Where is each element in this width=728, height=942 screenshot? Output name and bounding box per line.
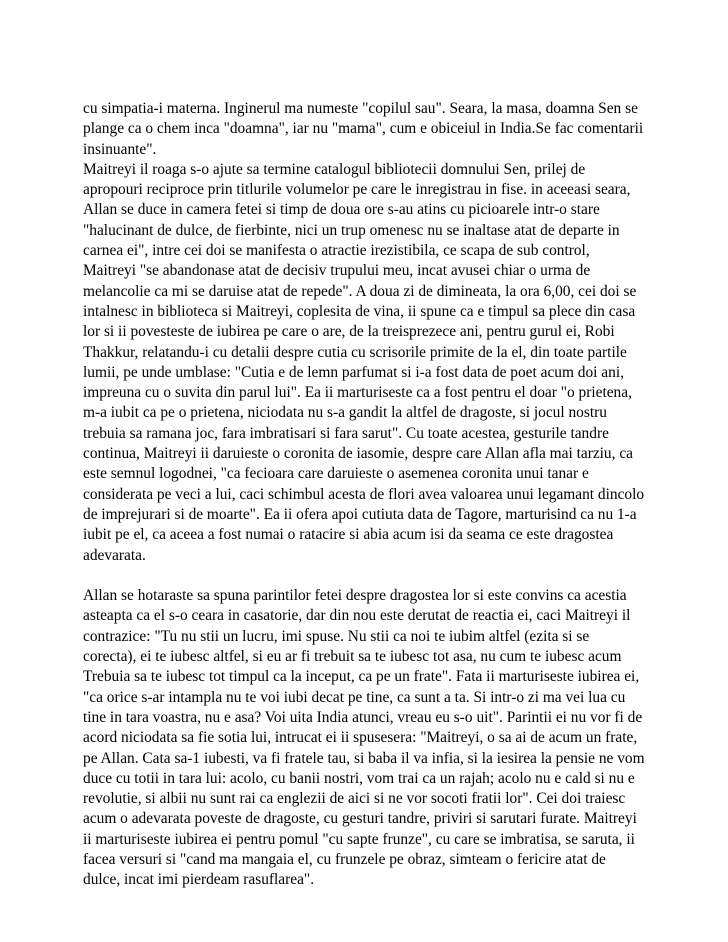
paragraph-spacer xyxy=(83,566,646,586)
document-page xyxy=(83,99,646,891)
paragraph-continuation: cu simpatia-i materna. Inginerul ma numeste "copilul sau". Seara, la masa, doamna Sen se plange ca o chem inca "doamna", iar nu "mama", cum e obiceiul in India.Se fac comentarii insinuante". xyxy=(83,100,644,158)
paragraph-parents: Allan se hotaraste sa spuna parintilor fetei despre dragostea lor si este convins ca acestia asteapta ca el s-o ceara in casatorie, dar din nou este derutat de reactia ei, caci Maitreyi il contrazice: "Tu nu stii un lucru, imi spuse. Nu stii ca noi te iubim altfel (ezita si se corecta), ei te iubesc altfel, si eu ar fi trebuit sa te iubesc tot asa, nu cum te iubesc acum Trebuia sa te iubesc tot timpul ca la inceput, ca pe un frate". Fata ii marturiseste iubirea ei, "ca orice s-ar intampla nu te voi iubi decat pe tine, ca sunt a ta. Si intr-o zi ma vei lua cu tine in tara voastra, nu e asa? Voi uita India atunci, vreau eu s-o uit". Parintii ei nu vor fi de acord niciodata sa fie sotia lui, intrucat ei ii spusesera: "Maitreyi, o sa ai de acum un frate, pe Allan. Cata sa-1 iubesti, va fi fratele tau, si baba il va infia, si la iesirea la pensie ne vom duce cu totii in tara lui: acolo, cu banii nostri, vom trai ca un rajah; acolo nu e cald si nu e revolutie, si albii nu sunt rai ca englezii de aici si ne vor socoti fratii lor". Cei doi traiesc acum o adevarata poveste de dragoste, cu gesturi tandre, priviri si sarutari furate. Maitreyi ii marturiseste iubirea ei pentru pomul "cu sapte frunze", cu care se imbratisa, se saruta, ii facea versuri si "cand ma mangaia el, cu frunzele pe obraz, simteam o fericire atat de dulce, incat imi pierdeam rasuflarea". xyxy=(83,587,645,889)
paragraph-library-catalog: Maitreyi il roaga s-o ajute sa termine catalogul bibliotecii domnului Sen, prilej de apropouri reciproce prin titlurile volumelor pe care le inregistrau in fise. in aceeasi seara, Allan se duce in camera fetei si timp de doua ore s-au atins cu picioarele intr-o stare "halucinant de dulce, de fierbinte, nici un trup omenesc nu se inaltase atat de departe in carnea ei", intre cei doi se manifesta o atractie irezistibila, ce scapa de sub control, Maitreyi "se abandonase atat de decisiv trupului meu, incat avusei chiar o urma de melancolie ca mi se daruise atat de repede". A doua zi de dimineata, la ora 6,00, cei doi se intalnesc in biblioteca si Maitreyi, coplesita de vina, ii spune ca e timpul sa plece din casa lor si ii povesteste de iubirea pe care o are, de la treisprezece ani, pentru gurul ei, Robi Thakkur, relatandu-i cu detalii despre cutia cu scrisorile primite de la el, din toate partile lumii, pe unde umblase: "Cutia e de lemn parfumat si i-a fost data de poet acum doi ani, impreuna cu o suvita din parul lui". Ea ii marturiseste ca a fost pentru el doar "o prietena, m-a iubit ca pe o prietena, niciodata nu s-a gandit la altfel de dragoste, si jocul nostru trebuia sa ramana joc, fara imbratisari si fara sarut". Cu toate acestea, gesturile tandre continua, Maitreyi ii daruieste o coronita de iasomie, despre care Allan afla mai tarziu, ca este semnul logodnei, "ca fecioara care daruieste o asemenea coronita unui tanar e considerata pe veci a lui, caci schimbul acesta de flori avea valoarea unui legamant dincolo de imprejurari si de moarte". Ea ii ofera apoi cutiuta data de Tagore, marturisind ca nu 1-a iubit pe el, ca aceea a fost numai o ratacire si abia acum isi da seama ce este dragostea adevarata. xyxy=(83,160,645,564)
